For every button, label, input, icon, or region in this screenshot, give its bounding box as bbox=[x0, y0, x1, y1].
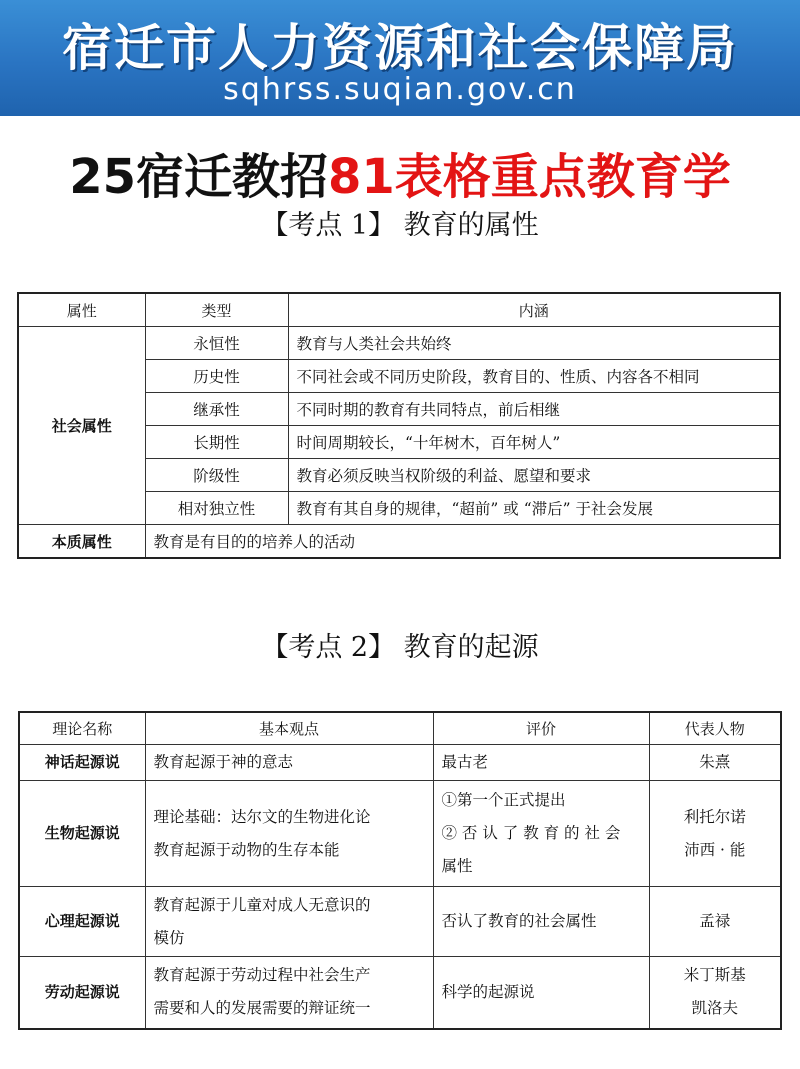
theory-name: 神话起源说 bbox=[19, 745, 145, 781]
header-representative: 代表人物 bbox=[649, 712, 781, 745]
basic-view bbox=[145, 957, 433, 1029]
table-row bbox=[19, 957, 781, 1029]
essential-attribute-content: 教育是有目的的培养人的活动 bbox=[145, 525, 780, 559]
basic-view-line: 教育起源于劳动过程中社会生产 bbox=[153, 966, 371, 985]
table-row bbox=[19, 745, 781, 781]
evaluation: 科学的起源说 bbox=[433, 957, 649, 1029]
social-attribute-label: 社会属性 bbox=[18, 327, 145, 525]
essential-attribute-label: 本质属性 bbox=[18, 525, 145, 559]
basic-view-line: 需要和人的发展需要的辩证统一 bbox=[153, 999, 371, 1018]
header-content: 内涵 bbox=[288, 293, 780, 327]
table-header-row bbox=[18, 293, 780, 327]
basic-view: 教育起源于神的意志 bbox=[145, 745, 433, 781]
evaluation: 最古老 bbox=[433, 745, 649, 781]
header-banner bbox=[0, 0, 800, 116]
header-attribute: 属性 bbox=[18, 293, 145, 327]
type-cell: 阶级性 bbox=[145, 459, 288, 492]
type-cell: 相对独立性 bbox=[145, 492, 288, 525]
type-cell: 历史性 bbox=[145, 360, 288, 393]
content-cell: 时间周期较长，“十年树木，百年树人” bbox=[288, 426, 780, 459]
table-row bbox=[19, 887, 781, 957]
type-cell: 继承性 bbox=[145, 393, 288, 426]
evaluation bbox=[433, 781, 649, 887]
page-title-part2: 81表格重点教育学 bbox=[328, 149, 731, 205]
type-cell: 永恒性 bbox=[145, 327, 288, 360]
theory-name: 心理起源说 bbox=[19, 887, 145, 957]
representative-line: 利托尔诺 bbox=[683, 807, 746, 826]
evaluation-line: ② 否 认 了 教 育 的 社 会 bbox=[441, 824, 621, 842]
evaluation-line: ①第一个正式提出 bbox=[441, 791, 566, 809]
table-row bbox=[18, 327, 780, 360]
education-origin-table bbox=[18, 711, 782, 1030]
page-title-part1: 25宿迁教招 bbox=[69, 149, 328, 205]
type-cell: 长期性 bbox=[145, 426, 288, 459]
basic-view-line: 模仿 bbox=[153, 928, 185, 947]
basic-view-line: 教育起源于动物的生存本能 bbox=[153, 840, 340, 859]
header-type: 类型 bbox=[145, 293, 288, 327]
evaluation-line: 属性 bbox=[441, 857, 473, 875]
representative-line: 米丁斯基 bbox=[683, 966, 746, 985]
content-cell: 教育有其自身的规律，“超前” 或 “滞后” 于社会发展 bbox=[288, 492, 780, 525]
education-attributes-table bbox=[17, 292, 781, 559]
header-view: 基本观点 bbox=[145, 712, 433, 745]
representative-line: 凯洛夫 bbox=[691, 999, 738, 1018]
table-row bbox=[18, 525, 780, 559]
representative: 朱熹 bbox=[649, 745, 781, 781]
table-row bbox=[19, 781, 781, 887]
representative bbox=[649, 781, 781, 887]
section1-heading: 【考点 1】 教育的属性 bbox=[261, 210, 539, 241]
table-header-row bbox=[19, 712, 781, 745]
content-cell: 不同社会或不同历史阶段，教育目的、性质、内容各不相同 bbox=[288, 360, 780, 393]
basic-view bbox=[145, 887, 433, 957]
representative-line: 沛西 · 能 bbox=[684, 840, 746, 859]
representative: 孟禄 bbox=[649, 887, 781, 957]
theory-name: 生物起源说 bbox=[19, 781, 145, 887]
evaluation: 否认了教育的社会属性 bbox=[433, 887, 649, 957]
header-evaluation: 评价 bbox=[433, 712, 649, 745]
representative bbox=[649, 957, 781, 1029]
website-url: sqhrss.suqian.gov.cn bbox=[223, 72, 577, 107]
basic-view-line: 教育起源于儿童对成人无意识的 bbox=[153, 895, 371, 914]
theory-name: 劳动起源说 bbox=[19, 957, 145, 1029]
section2-heading: 【考点 2】 教育的起源 bbox=[261, 632, 539, 663]
page-title bbox=[0, 138, 800, 207]
content-cell: 教育必须反映当权阶级的利益、愿望和要求 bbox=[288, 459, 780, 492]
basic-view bbox=[145, 781, 433, 887]
organization-name: 宿迁市人力资源和社会保障局 bbox=[62, 19, 738, 77]
header-theory: 理论名称 bbox=[19, 712, 145, 745]
content-cell: 不同时期的教育有共同特点，前后相继 bbox=[288, 393, 780, 426]
content-cell: 教育与人类社会共始终 bbox=[288, 327, 780, 360]
basic-view-line: 理论基础：达尔文的生物进化论 bbox=[153, 807, 371, 826]
